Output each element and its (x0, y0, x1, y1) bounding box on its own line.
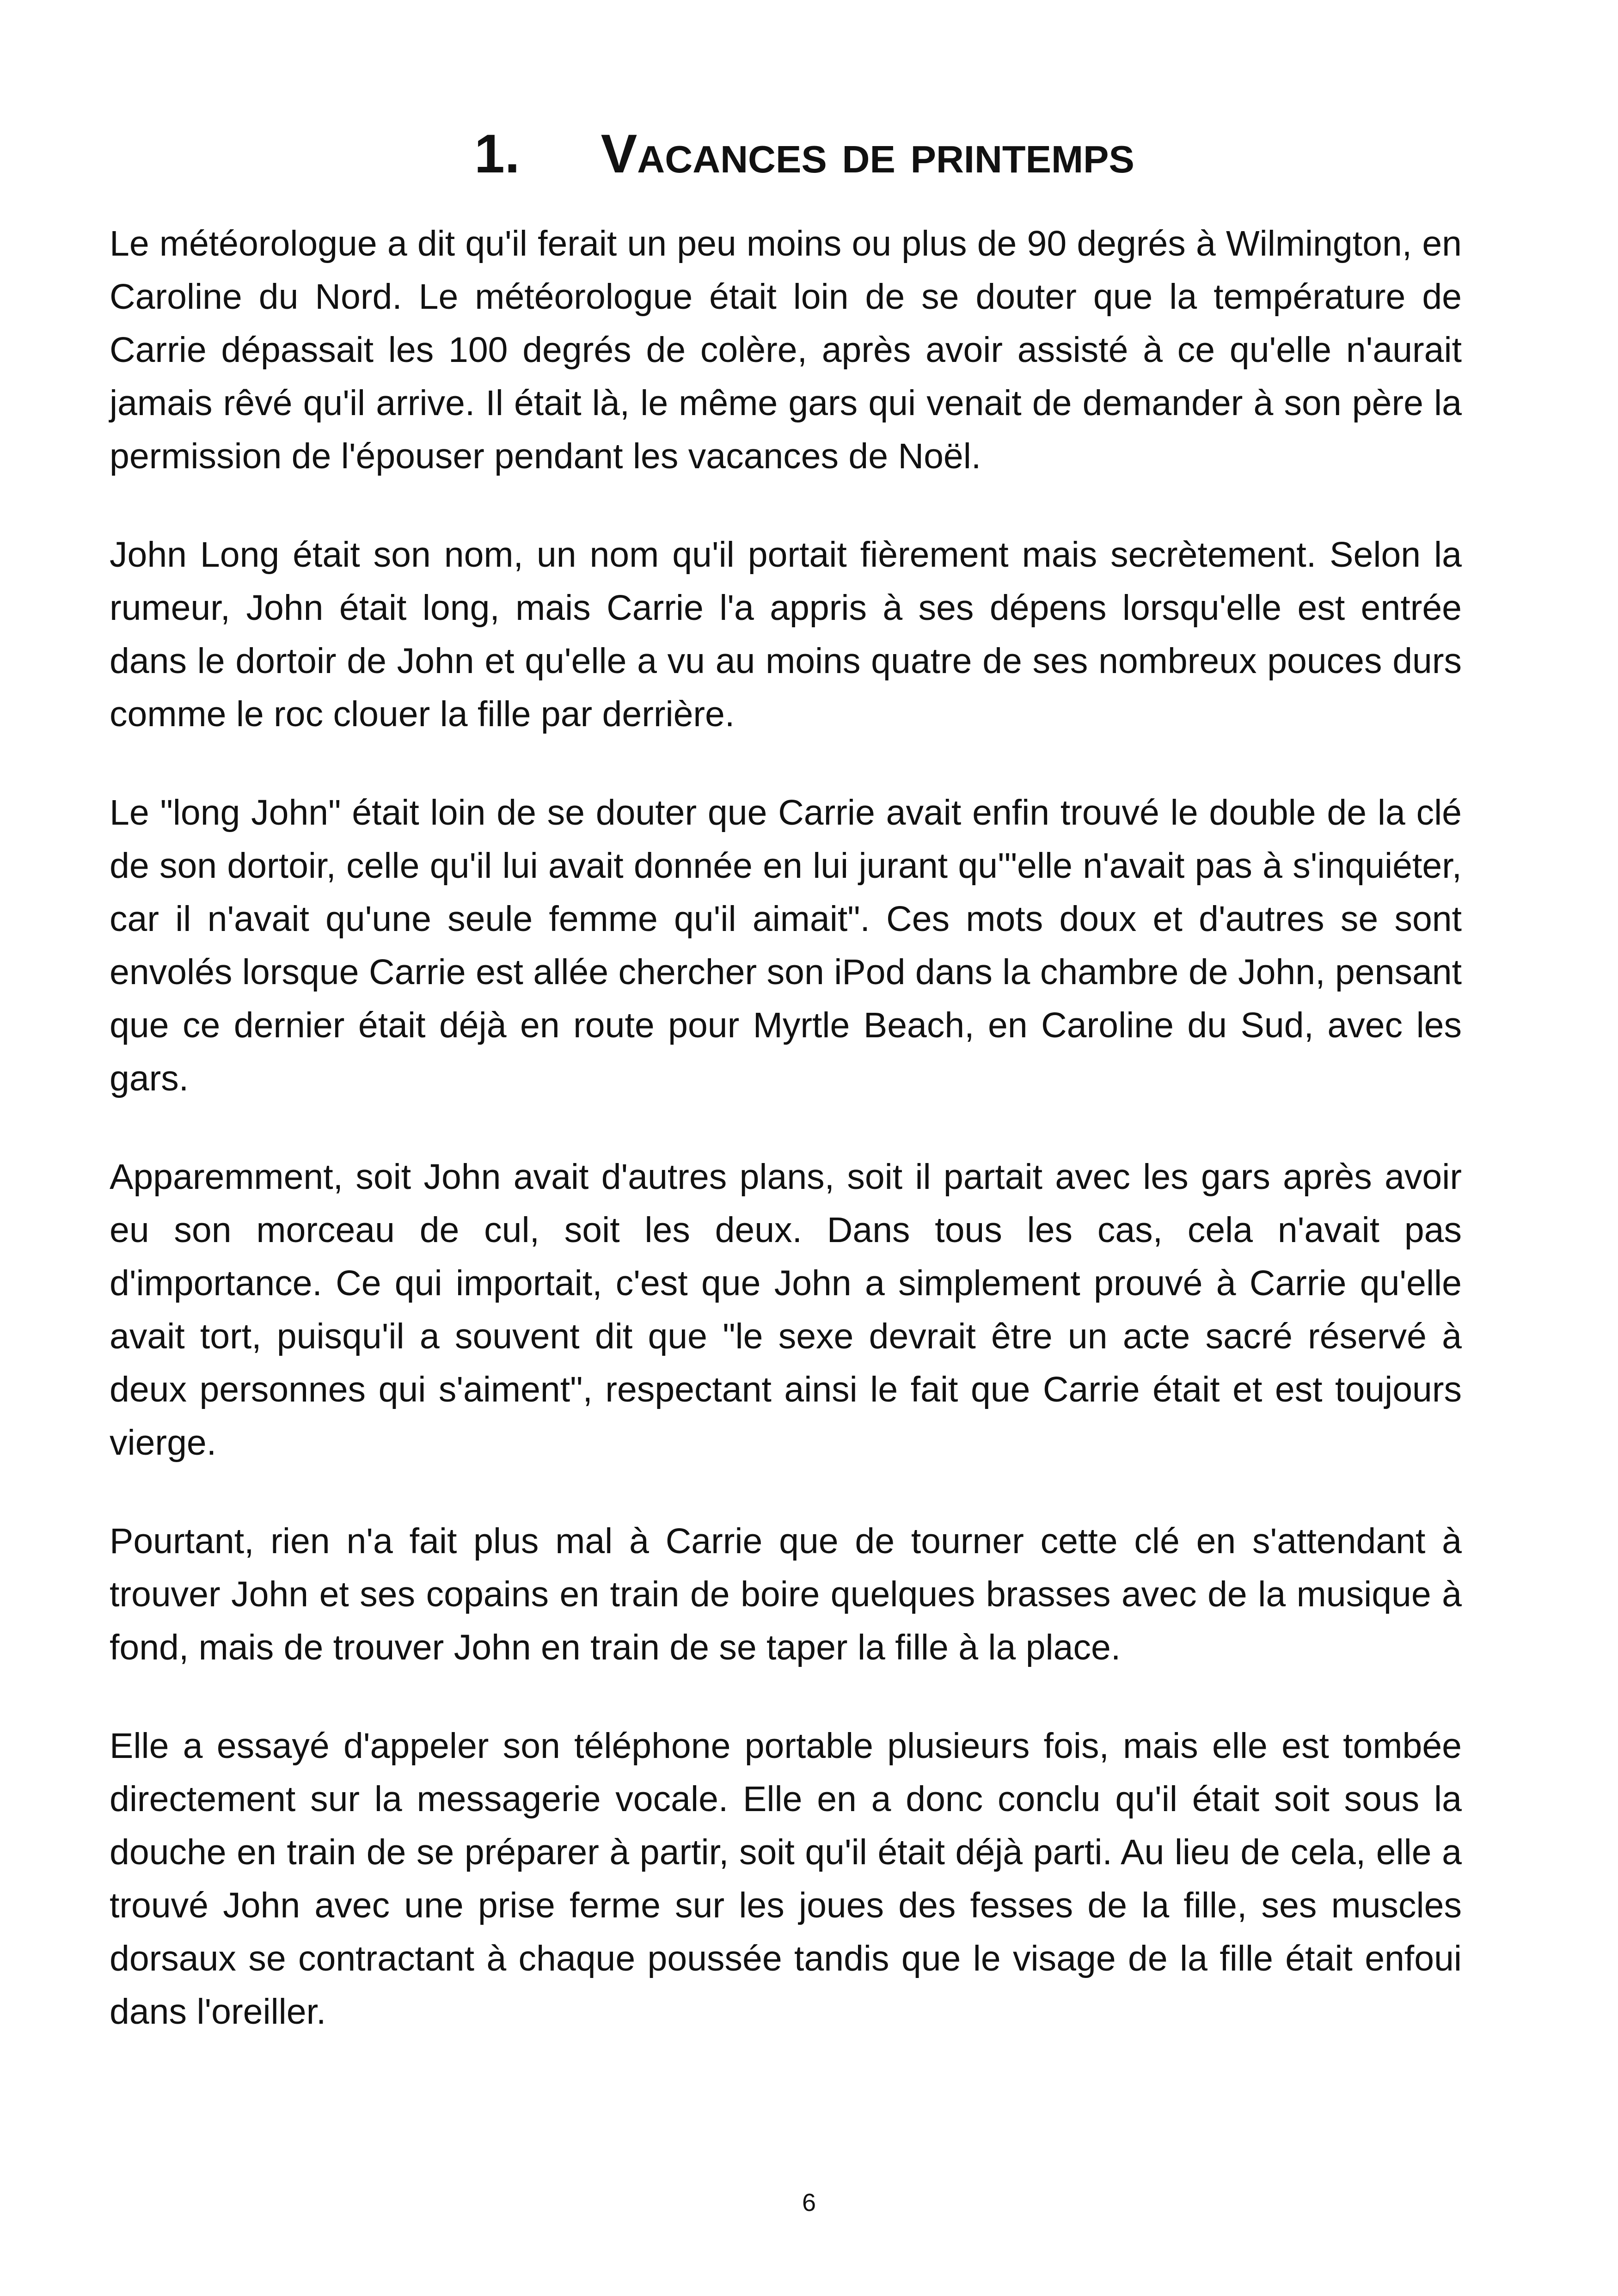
chapter-number: 1. (474, 123, 520, 184)
body-text (110, 217, 1462, 2084)
chapter-title (111, 119, 1498, 189)
paragraph: John Long était son nom, un nom qu'il portait fièrement mais secrètement. Selon la rumeur, John était long, mais Carrie l'a appris à ses dépens lorsqu'elle est entrée dans le dortoir de John et qu'elle a vu au moins quatre de ses nombreux pouces durs comme le roc clouer la fille par derrière. (110, 535, 1462, 734)
paragraph: Le météorologue a dit qu'il ferait un peu moins ou plus de 90 degrés à Wilmington, en Caroline du Nord. Le météorologue était loin de se douter que la température de Carrie dépassait les 100 degrés de colère, après avoir assisté à ce qu'elle n'aurait jamais rêvé qu'il arrive. Il était là, le même gars qui venait de demander à son père la permission de l'épouser pendant les vacances de Noël. (110, 224, 1462, 476)
paragraph: Le "long John" était loin de se douter que Carrie avait enfin trouvé le double de la clé de son dortoir, celle qu'il lui avait donnée en lui jurant qu'"elle n'avait pas à s'inquiéter, car il n'avait qu'une seule femme qu'il aimait". Ces mots doux et d'autres se sont envolés lorsque Carrie est allée chercher son iPod dans la chambre de John, pensant que ce dernier était déjà en route pour Myrtle Beach, en Caroline du Sud, avec les gars. (110, 793, 1462, 1098)
paragraph: Elle a essayé d'appeler son téléphone portable plusieurs fois, mais elle est tombée directement sur la messagerie vocale. Elle en a donc conclu qu'il était soit sous la douche en train de se préparer à partir, soit qu'il était déjà parti. Au lieu de cela, elle a trouvé John avec une prise ferme sur les joues des fesses de la fille, ses muscles dorsaux se contractant à chaque poussée tandis que le visage de la fille était enfoui dans l'oreiller. (110, 1726, 1462, 2032)
page-number: 6 (802, 2189, 816, 2216)
chapter-heading: Vacances de printemps (601, 123, 1134, 184)
paragraph: Apparemment, soit John avait d'autres plans, soit il partait avec les gars après avoir eu son morceau de cul, soit les deux. Dans tous les cas, cela n'avait pas d'importance. Ce qui importait, c'est que John a simplement prouvé à Carrie qu'elle avait tort, puisqu'il a souvent dit que "le sexe devrait être un acte sacré réservé à deux personnes qui s'aiment", respectant ainsi le fait que Carrie était et est toujours vierge. (110, 1157, 1462, 1463)
paragraph: Pourtant, rien n'a fait plus mal à Carrie que de tourner cette clé en s'attendant à trouver John et ses copains en train de boire quelques brasses avec de la musique à fond, mais de trouver John en train de se taper la fille à la place. (110, 1521, 1462, 1667)
